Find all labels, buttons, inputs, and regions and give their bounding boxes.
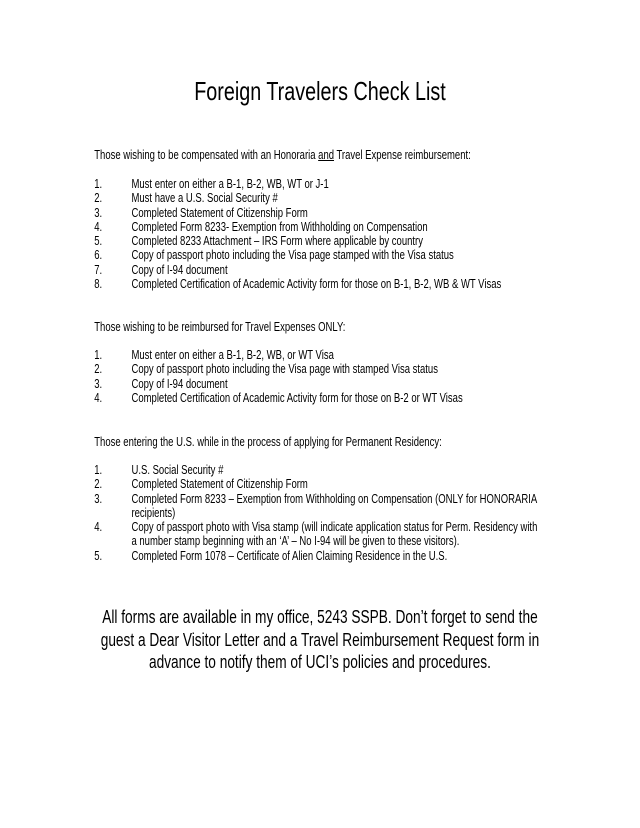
list-item (94, 377, 542, 391)
item-number: 1. (94, 177, 103, 191)
item-text: Copy of passport photo including the Visa page stamped with the Visa status (131, 248, 454, 263)
item-number: 7. (94, 262, 103, 277)
item-number: 2. (94, 362, 103, 377)
item-number: 5. (94, 234, 103, 249)
section-heading-permanent-residency: Those entering the U.S. while in the process of applying for Permanent Residency: (94, 435, 442, 449)
section-heading-honoraria (94, 148, 471, 162)
list-item (94, 348, 542, 362)
item-text: Must enter on either a B-1, B-2, WB, WT or J-1 (131, 177, 329, 191)
item-text: Must enter on either a B-1, B-2, WB, or WT Visa (131, 348, 334, 362)
item-text: Copy of passport photo with Visa stamp (will indicate application status for Perm. Residency with a number stamp beginning with an ‘A’ – No I-94 will be given to these visitors). (131, 520, 538, 549)
checklist-honoraria (94, 177, 542, 291)
item-text: Completed Certification of Academic Activity form for those on B-1, B-2, WB & WT Visas (131, 277, 502, 292)
heading-text: Those wishing to be compensated with an Honoraria (94, 148, 319, 162)
item-number: 4. (94, 390, 103, 405)
list-item (94, 477, 542, 491)
item-number: 6. (94, 248, 103, 263)
list-item (94, 191, 542, 205)
item-text: U.S. Social Security # (131, 463, 224, 477)
list-item (94, 234, 542, 248)
list-item (94, 263, 542, 277)
item-number: 4. (94, 219, 103, 234)
item-text: Completed Certification of Academic Activity form for those on B-2 or WT Visas (131, 390, 463, 405)
checklist-travel-only (94, 348, 542, 405)
list-item (94, 277, 542, 291)
list-item (94, 206, 542, 220)
list-item (94, 177, 542, 191)
item-number: 2. (94, 191, 103, 206)
heading-underlined: and (318, 148, 335, 162)
closing-text: All forms are available in my office, 5243 SSPB. Don’t forget to send the guest a Dear Visitor Letter and a Travel Reimbursement Request form in advance to notify them of UCI’s policies and procedures. (100, 607, 540, 672)
item-number: 1. (94, 463, 103, 477)
list-item (94, 248, 542, 262)
item-text: Completed Statement of Citizenship Form (131, 205, 308, 220)
item-text: Must have a U.S. Social Security # (131, 191, 278, 206)
item-number: 3. (94, 491, 103, 506)
item-text: Completed Form 8233- Exemption from Withholding on Compensation (131, 219, 428, 234)
item-number: 2. (94, 477, 103, 492)
item-text: Completed Statement of Citizenship Form (131, 477, 308, 492)
list-item (94, 220, 542, 234)
item-number: 4. (94, 520, 103, 535)
item-text: Copy of passport photo including the Visa page with stamped Visa status (131, 362, 438, 377)
item-number: 5. (94, 548, 103, 563)
item-number: 8. (94, 277, 103, 292)
list-item (94, 463, 542, 477)
item-number: 3. (94, 376, 103, 391)
item-text: Copy of I-94 document (131, 262, 228, 277)
item-text: Completed 8233 Attachment – IRS Form where applicable by country (131, 234, 423, 249)
item-text: Completed Form 1078 – Certificate of Alien Claiming Residence in the U.S. (131, 548, 448, 563)
list-item (94, 549, 542, 563)
item-number: 1. (94, 348, 103, 362)
list-item (94, 492, 542, 521)
closing-note (0, 606, 640, 674)
document-title: Foreign Travelers Check List (194, 76, 446, 106)
list-item (94, 362, 542, 376)
checklist-permanent-residency (94, 463, 542, 563)
item-text: Completed Form 8233 – Exemption from Withholding on Compensation (ONLY for HONORARIA recipients) (131, 491, 537, 520)
list-item (94, 391, 542, 405)
section-heading-travel-only: Those wishing to be reimbursed for Travel Expenses ONLY: (94, 320, 346, 334)
item-number: 3. (94, 205, 103, 220)
heading-text: Travel Expense reimbursement: (334, 148, 471, 162)
item-text: Copy of I-94 document (131, 376, 228, 391)
list-item (94, 520, 542, 549)
